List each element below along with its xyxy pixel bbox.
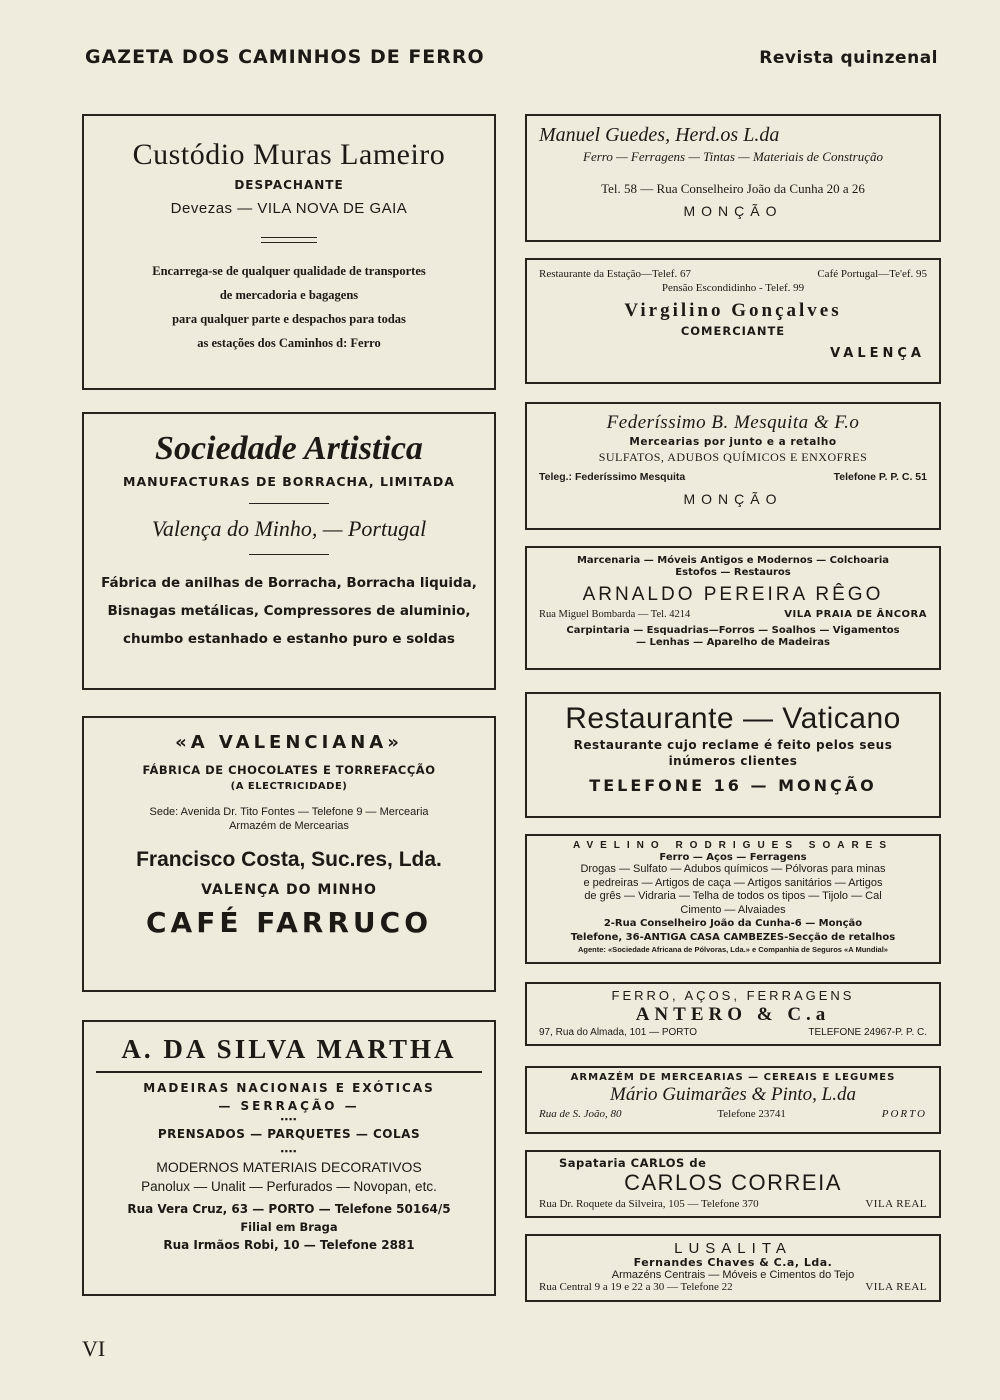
ad-cafe: CAFÉ FARRUCO — [145, 906, 432, 939]
ad-phone: TELEFONE 16 — MONÇÃO — [589, 776, 877, 795]
ad-text-line: de mercadoria e bagagens — [219, 288, 359, 302]
ad-line: Fernandes Chaves & C.a, Lda. — [633, 1256, 833, 1269]
ad-line: Agente: «Sociedade Africana de Pólvoras, Lda.» e Companhia de Seguros «A Mundial» — [578, 945, 888, 954]
ad-line: PRENSADOS — PARQUETES — COLAS — [157, 1127, 421, 1141]
ad-custodio-lameiro — [82, 114, 496, 390]
ad-line: Filial em Braga — [240, 1220, 338, 1234]
ornament: ▪▪▪▪ — [280, 1114, 298, 1124]
divider — [249, 503, 329, 504]
ad-title: AVELINO RODRIGUES SOARES — [572, 840, 894, 851]
ad-title: A. DA SILVA MARTHA — [121, 1034, 457, 1064]
ad-text-line: para qualquer parte e despachos para todas — [172, 312, 406, 326]
ad-lusalita — [525, 1234, 941, 1302]
ad-role: COMERCIANTE — [680, 324, 786, 338]
ad-line: Rua Irmãos Robi, 10 — Telefone 2881 — [163, 1238, 415, 1252]
ad-line: Armazéns Centrais — Móveis e Cimentos do Tejo — [611, 1269, 855, 1281]
contact-right: PORTO — [881, 1108, 927, 1120]
ad-line: Sede: Avenida Dr. Tito Fontes — Telefone 9 — Mercearia — [149, 806, 429, 818]
ad-place: Valença do Minho, — Portugal — [151, 516, 427, 541]
ad-line: Ferro — Ferragens — Tintas — Materiais de Construção — [583, 149, 883, 164]
ad-line: Cimento — Alvaiades — [680, 903, 786, 916]
ad-line: Drogas — Sulfato — Adubos químicos — Pólvoras para minas — [580, 863, 886, 875]
ad-title: Mário Guimarães & Pinto, L.da — [610, 1084, 856, 1105]
contact-right: VILA REAL — [865, 1198, 927, 1210]
contact-right: VILA PRAIA DE ÂNCORA — [784, 609, 927, 620]
contact-left: Teleg.: Federíssimo Mesquita — [539, 471, 686, 483]
contact-left: Rua Dr. Roquete da Silveira, 105 — Telefone 370 — [539, 1198, 759, 1210]
ad-silva-martha — [82, 1020, 496, 1296]
ornament: ▪▪▪▪ — [280, 1146, 298, 1156]
ad-title: LUSALITA — [674, 1240, 792, 1257]
ad-place: VALENÇA DO MINHO — [201, 882, 377, 898]
ad-line: SULFATOS, ADUBOS QUÍMICOS E ENXOFRES — [598, 450, 868, 464]
ad-line: Estofos — Restauros — [675, 567, 791, 578]
contact-left: Rua de S. João, 80 — [539, 1108, 622, 1120]
ad-line: Sapataria CARLOS de — [559, 1156, 707, 1170]
ad-line: — Lenhas — Aparelho de Madeiras — [636, 637, 830, 648]
ad-line: de grês — Vidraria — Telha de todos os tipos — Tijolo — Cal — [584, 890, 882, 902]
ad-contacts-row — [539, 1198, 927, 1210]
contact-left: Restaurante da Estação—Telef. 67 — [539, 268, 691, 280]
ad-line: Armazém de Mercearias — [229, 820, 349, 832]
ad-title: ARNALDO PEREIRA RÊGO — [582, 584, 884, 605]
ad-federissimo-mesquita — [525, 402, 941, 530]
ad-contacts-row — [539, 609, 927, 620]
ad-restaurante-vaticano — [525, 692, 941, 818]
ad-title: CARLOS CORREIA — [624, 1170, 842, 1195]
ad-contacts-row — [539, 471, 927, 483]
ad-text-line: Bisnagas metálicas, Compressores de aluminio, — [107, 603, 471, 619]
ad-line: FÁBRICA DE CHOCOLATES E TORREFACÇÃO — [142, 763, 436, 777]
ad-contacts-row — [539, 1108, 927, 1120]
ad-antero — [525, 982, 941, 1046]
ad-contacts-row — [539, 1027, 927, 1038]
ad-subtitle: MANUFACTURAS DE BORRACHA, LIMITADA — [123, 474, 455, 489]
ad-company: Francisco Costa, Suc.res, Lda. — [136, 848, 442, 871]
contact-right: Café Portugal—Te'ef. 95 — [817, 268, 927, 280]
ad-line: — SERRAÇÃO — — [218, 1099, 360, 1113]
ad-line: Carpintaria — Esquadrias—Forros — Soalhos — Vigamentos — [566, 625, 900, 636]
ad-arnaldo-rego — [525, 546, 941, 670]
ad-avelino-soares — [525, 834, 941, 964]
contact-left: 97, Rua do Almada, 101 — PORTO — [539, 1027, 698, 1038]
ad-line: MODERNOS MATERIAIS DECORATIVOS — [156, 1159, 422, 1175]
divider — [96, 1071, 482, 1073]
ad-virgilino-goncalves — [525, 258, 941, 384]
ad-carlos-correia — [525, 1150, 941, 1218]
ad-line: Tel. 58 — Rua Conselheiro João da Cunha 20 a 26 — [601, 181, 865, 196]
ad-line: FERRO, AÇOS, FERRAGENS — [611, 988, 855, 1003]
page-number: VI — [82, 1336, 106, 1361]
ad-line: 2-Rua Conselheiro João da Cunha-6 — Monção — [603, 918, 863, 929]
ad-text-line: as estações dos Caminhos d: Ferro — [197, 336, 381, 350]
ad-line: Ferro — Aços — Ferragens — [659, 852, 807, 863]
contact-left: Rua Central 9 a 19 e 22 a 30 — Telefone 22 — [539, 1281, 733, 1293]
ad-place: Devezas — VILA NOVA DE GAIA — [170, 200, 408, 217]
ad-text-line: chumbo estanhado e estanho puro e soldas — [123, 631, 455, 647]
ad-mario-guimaraes — [525, 1066, 941, 1134]
ad-line: inúmeros clientes — [668, 754, 798, 768]
ad-role: DESPACHANTE — [234, 178, 344, 192]
ad-manuel-guedes — [525, 114, 941, 242]
contact-mid: Telefone 23741 — [717, 1108, 786, 1120]
ad-line: Mercearias por junto e a retalho — [629, 436, 837, 448]
ad-title: Custódio Muras Lameiro — [132, 138, 446, 171]
ad-contacts-row — [539, 1281, 927, 1293]
ad-line: Restaurante cujo reclame é feito pelos seus — [573, 738, 893, 752]
ad-title: ANTERO & C.a — [635, 1004, 831, 1025]
page-header-subtitle: Revista quinzenal — [759, 48, 938, 68]
ad-line: (A ELECTRICIDADE) — [230, 781, 348, 792]
ad-title: Restaurante — Vaticano — [565, 702, 901, 735]
ad-place: MONÇÃO — [683, 203, 783, 219]
ad-a-valenciana — [82, 716, 496, 992]
contact-right: Telefone P. P. C. 51 — [833, 471, 927, 483]
ad-line: Panolux — Unalit — Perfurados — Novopan, etc. — [141, 1179, 437, 1194]
contact-left: Rua Miguel Bombarda — Tel. 4214 — [539, 609, 691, 620]
ad-sociedade-artistica — [82, 412, 496, 690]
ad-contacts-row — [539, 268, 927, 280]
page-header-title: GAZETA DOS CAMINHOS DE FERRO — [85, 46, 485, 68]
ad-line: Marcenaria — Móveis Antigos e Modernos — Colchoaria — [576, 555, 890, 566]
divider — [249, 554, 329, 555]
ad-place: MONÇÃO — [683, 491, 783, 507]
contact-right: VILA REAL — [865, 1281, 927, 1293]
ad-title: Federíssimo B. Mesquita & F.o — [606, 412, 860, 433]
ad-title: «A VALENCIANA» — [175, 732, 403, 753]
ad-line: Telefone, 36-ANTIGA CASA CAMBEZES-Secção de retalhos — [570, 931, 896, 943]
ad-line: e pedreiras — Artigos de caça — Artigos sanitários — Artigos — [583, 876, 883, 889]
ad-line: Rua Vera Cruz, 63 — PORTO — Telefone 50164/5 — [127, 1202, 451, 1216]
ad-title: Sociedade Artistica — [155, 430, 423, 467]
divider — [261, 237, 317, 243]
ad-text-line: Encarrega-se de qualquer qualidade de transportes — [152, 264, 426, 278]
ad-line: Pensão Escondidinho - Telef. 99 — [661, 282, 805, 294]
ad-place: VALENÇA — [830, 346, 925, 361]
ad-line: MADEIRAS NACIONAIS E EXÓTICAS — [143, 1081, 435, 1095]
contact-right: TELEFONE 24967-P. P. C. — [808, 1027, 927, 1038]
ad-title: Manuel Guedes, Herd.os L.da — [539, 124, 780, 146]
ad-title: Virgilino Gonçalves — [624, 300, 842, 321]
ad-text-line: Fábrica de anilhas de Borracha, Borracha liquida, — [101, 575, 477, 591]
ad-line: ARMAZÉM DE MERCEARIAS — CEREAIS E LEGUMES — [570, 1072, 896, 1083]
